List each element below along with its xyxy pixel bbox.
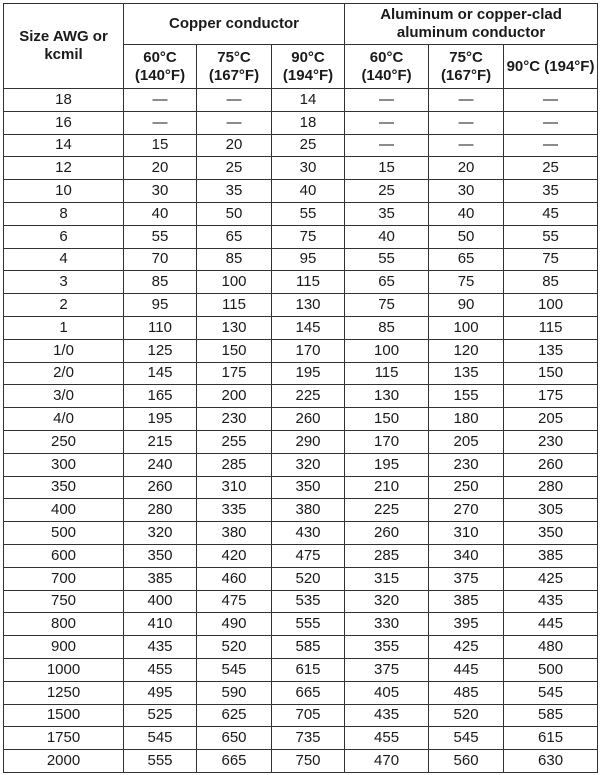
cell-copper-90: 555: [272, 613, 345, 636]
cell-copper-90: 30: [272, 157, 345, 180]
cell-copper-60: 525: [124, 704, 197, 727]
cell-copper-90: 750: [272, 750, 345, 773]
cell-aluminum-75: 340: [429, 544, 504, 567]
cell-copper-60: 455: [124, 658, 197, 681]
cell-aluminum-90: 615: [504, 727, 598, 750]
cell-copper-90: 40: [272, 180, 345, 203]
cell-aluminum-60: 260: [345, 522, 429, 545]
cell-size: 1/0: [4, 339, 124, 362]
cell-copper-60: 20: [124, 157, 197, 180]
cell-aluminum-90: 205: [504, 408, 598, 431]
cell-aluminum-60: 75: [345, 294, 429, 317]
table-row: [4, 271, 598, 294]
table-row: [4, 750, 598, 773]
cell-copper-60: 215: [124, 430, 197, 453]
cell-aluminum-60: 195: [345, 453, 429, 476]
cell-aluminum-75: 520: [429, 704, 504, 727]
cell-copper-90: 475: [272, 544, 345, 567]
cell-aluminum-75: —: [429, 89, 504, 112]
cell-aluminum-90: 500: [504, 658, 598, 681]
cell-size: 12: [4, 157, 124, 180]
cell-aluminum-90: 445: [504, 613, 598, 636]
cell-aluminum-90: 350: [504, 522, 598, 545]
cell-aluminum-75: 20: [429, 157, 504, 180]
temp-header-copper-75: 75°C (167°F): [197, 45, 272, 89]
cell-aluminum-90: 150: [504, 362, 598, 385]
table-row: [4, 202, 598, 225]
cell-size: 3/0: [4, 385, 124, 408]
cell-copper-60: 240: [124, 453, 197, 476]
cell-aluminum-60: 85: [345, 316, 429, 339]
cell-copper-75: 520: [197, 636, 272, 659]
cell-copper-75: 35: [197, 180, 272, 203]
cell-aluminum-90: 425: [504, 567, 598, 590]
cell-aluminum-60: 285: [345, 544, 429, 567]
cell-size: 4/0: [4, 408, 124, 431]
cell-aluminum-75: 135: [429, 362, 504, 385]
cell-aluminum-75: 425: [429, 636, 504, 659]
cell-aluminum-75: 270: [429, 499, 504, 522]
cell-aluminum-75: 395: [429, 613, 504, 636]
cell-aluminum-75: 65: [429, 248, 504, 271]
temp-header-aluminum-90: 90°C (194°F): [504, 45, 598, 89]
cell-copper-75: 490: [197, 613, 272, 636]
cell-aluminum-60: —: [345, 89, 429, 112]
cell-copper-90: 145: [272, 316, 345, 339]
cell-aluminum-90: 35: [504, 180, 598, 203]
cell-copper-75: 545: [197, 658, 272, 681]
cell-aluminum-75: 485: [429, 681, 504, 704]
copper-group-header: Copper conductor: [124, 4, 345, 45]
cell-copper-75: 665: [197, 750, 272, 773]
cell-copper-75: —: [197, 89, 272, 112]
cell-aluminum-90: 25: [504, 157, 598, 180]
cell-copper-90: 14: [272, 89, 345, 112]
cell-copper-60: 195: [124, 408, 197, 431]
cell-copper-90: 665: [272, 681, 345, 704]
cell-aluminum-90: 385: [504, 544, 598, 567]
cell-aluminum-90: 230: [504, 430, 598, 453]
cell-aluminum-75: 310: [429, 522, 504, 545]
cell-copper-60: 145: [124, 362, 197, 385]
cell-copper-60: 15: [124, 134, 197, 157]
cell-aluminum-60: 210: [345, 476, 429, 499]
cell-size: 1000: [4, 658, 124, 681]
cell-size: 300: [4, 453, 124, 476]
cell-aluminum-60: 55: [345, 248, 429, 271]
ampacity-table: [3, 3, 598, 773]
cell-copper-75: 380: [197, 522, 272, 545]
cell-copper-60: 95: [124, 294, 197, 317]
cell-aluminum-90: 85: [504, 271, 598, 294]
cell-aluminum-60: 15: [345, 157, 429, 180]
cell-aluminum-75: —: [429, 134, 504, 157]
table-row: [4, 590, 598, 613]
table-body: [4, 89, 598, 773]
cell-copper-75: 20: [197, 134, 272, 157]
cell-copper-90: 55: [272, 202, 345, 225]
table-row: [4, 613, 598, 636]
cell-size: 250: [4, 430, 124, 453]
cell-copper-75: 590: [197, 681, 272, 704]
cell-aluminum-60: 25: [345, 180, 429, 203]
cell-copper-90: 350: [272, 476, 345, 499]
cell-copper-60: 350: [124, 544, 197, 567]
table-row: [4, 248, 598, 271]
cell-copper-75: 50: [197, 202, 272, 225]
cell-aluminum-60: 455: [345, 727, 429, 750]
cell-aluminum-90: 435: [504, 590, 598, 613]
cell-aluminum-60: 100: [345, 339, 429, 362]
table-row: [4, 658, 598, 681]
table-row: [4, 567, 598, 590]
cell-aluminum-90: —: [504, 111, 598, 134]
cell-aluminum-60: 355: [345, 636, 429, 659]
cell-aluminum-60: 315: [345, 567, 429, 590]
cell-size: 14: [4, 134, 124, 157]
cell-copper-90: 225: [272, 385, 345, 408]
cell-aluminum-90: 175: [504, 385, 598, 408]
cell-aluminum-75: 180: [429, 408, 504, 431]
cell-aluminum-60: 405: [345, 681, 429, 704]
cell-copper-60: 555: [124, 750, 197, 773]
cell-copper-90: 195: [272, 362, 345, 385]
table-row: [4, 430, 598, 453]
cell-aluminum-75: 385: [429, 590, 504, 613]
cell-size: 400: [4, 499, 124, 522]
cell-aluminum-75: 40: [429, 202, 504, 225]
cell-aluminum-75: 375: [429, 567, 504, 590]
temp-header-copper-60: 60°C (140°F): [124, 45, 197, 89]
table-row: [4, 157, 598, 180]
table-row: [4, 408, 598, 431]
cell-aluminum-90: —: [504, 134, 598, 157]
table-row: [4, 180, 598, 203]
cell-copper-75: 650: [197, 727, 272, 750]
cell-copper-60: —: [124, 111, 197, 134]
cell-aluminum-60: 40: [345, 225, 429, 248]
cell-copper-75: 475: [197, 590, 272, 613]
aluminum-group-header: Aluminum or copper-clad aluminum conductor: [345, 4, 598, 45]
cell-size: 4: [4, 248, 124, 271]
table-row: [4, 681, 598, 704]
table-row: [4, 225, 598, 248]
cell-aluminum-75: 120: [429, 339, 504, 362]
cell-copper-60: 545: [124, 727, 197, 750]
cell-copper-60: 495: [124, 681, 197, 704]
size-column-header: Size AWG or kcmil: [4, 4, 124, 89]
cell-copper-90: 535: [272, 590, 345, 613]
cell-aluminum-90: 545: [504, 681, 598, 704]
cell-copper-75: 285: [197, 453, 272, 476]
cell-copper-60: 70: [124, 248, 197, 271]
table-row: [4, 339, 598, 362]
cell-copper-90: 130: [272, 294, 345, 317]
cell-size: 2000: [4, 750, 124, 773]
cell-aluminum-75: 30: [429, 180, 504, 203]
cell-copper-60: 410: [124, 613, 197, 636]
cell-copper-60: 40: [124, 202, 197, 225]
cell-aluminum-90: 55: [504, 225, 598, 248]
cell-aluminum-75: 205: [429, 430, 504, 453]
table-row: [4, 727, 598, 750]
cell-aluminum-60: 470: [345, 750, 429, 773]
table-row: [4, 544, 598, 567]
table-row: [4, 89, 598, 112]
cell-aluminum-60: 330: [345, 613, 429, 636]
cell-aluminum-60: 320: [345, 590, 429, 613]
cell-copper-75: 115: [197, 294, 272, 317]
table-row: [4, 522, 598, 545]
cell-aluminum-90: —: [504, 89, 598, 112]
cell-aluminum-90: 480: [504, 636, 598, 659]
cell-copper-75: 460: [197, 567, 272, 590]
cell-aluminum-75: 560: [429, 750, 504, 773]
cell-copper-60: 30: [124, 180, 197, 203]
table-row: [4, 385, 598, 408]
cell-aluminum-90: 100: [504, 294, 598, 317]
cell-size: 750: [4, 590, 124, 613]
cell-size: 700: [4, 567, 124, 590]
cell-copper-60: 385: [124, 567, 197, 590]
cell-size: 10: [4, 180, 124, 203]
cell-copper-60: 55: [124, 225, 197, 248]
cell-size: 1750: [4, 727, 124, 750]
cell-copper-90: 95: [272, 248, 345, 271]
cell-copper-75: 335: [197, 499, 272, 522]
cell-aluminum-60: 130: [345, 385, 429, 408]
cell-aluminum-60: 65: [345, 271, 429, 294]
cell-size: 600: [4, 544, 124, 567]
cell-aluminum-60: —: [345, 134, 429, 157]
cell-size: 500: [4, 522, 124, 545]
temp-header-copper-90: 90°C (194°F): [272, 45, 345, 89]
cell-aluminum-60: 35: [345, 202, 429, 225]
cell-copper-75: 230: [197, 408, 272, 431]
table-row: [4, 316, 598, 339]
cell-aluminum-60: 115: [345, 362, 429, 385]
cell-copper-90: 75: [272, 225, 345, 248]
ampacity-table-container: [3, 3, 598, 773]
cell-copper-75: 150: [197, 339, 272, 362]
cell-copper-90: 430: [272, 522, 345, 545]
table-row: [4, 294, 598, 317]
cell-copper-60: 125: [124, 339, 197, 362]
cell-copper-75: 625: [197, 704, 272, 727]
cell-aluminum-90: 280: [504, 476, 598, 499]
cell-copper-60: 400: [124, 590, 197, 613]
cell-aluminum-90: 585: [504, 704, 598, 727]
cell-copper-60: 280: [124, 499, 197, 522]
cell-copper-75: 310: [197, 476, 272, 499]
cell-size: 16: [4, 111, 124, 134]
cell-copper-90: 320: [272, 453, 345, 476]
table-row: [4, 134, 598, 157]
table-row: [4, 362, 598, 385]
cell-size: 18: [4, 89, 124, 112]
cell-copper-60: 320: [124, 522, 197, 545]
table-row: [4, 476, 598, 499]
cell-copper-90: 705: [272, 704, 345, 727]
cell-copper-90: 380: [272, 499, 345, 522]
table-row: [4, 636, 598, 659]
cell-size: 1250: [4, 681, 124, 704]
table-row: [4, 499, 598, 522]
cell-copper-60: —: [124, 89, 197, 112]
cell-copper-75: 100: [197, 271, 272, 294]
cell-aluminum-60: 375: [345, 658, 429, 681]
cell-copper-90: 290: [272, 430, 345, 453]
cell-aluminum-60: —: [345, 111, 429, 134]
cell-aluminum-90: 630: [504, 750, 598, 773]
cell-size: 8: [4, 202, 124, 225]
cell-copper-90: 170: [272, 339, 345, 362]
cell-aluminum-90: 45: [504, 202, 598, 225]
cell-copper-90: 18: [272, 111, 345, 134]
cell-size: 800: [4, 613, 124, 636]
cell-aluminum-75: 445: [429, 658, 504, 681]
cell-size: 350: [4, 476, 124, 499]
cell-copper-90: 735: [272, 727, 345, 750]
cell-aluminum-75: 545: [429, 727, 504, 750]
cell-aluminum-90: 260: [504, 453, 598, 476]
cell-copper-75: 25: [197, 157, 272, 180]
cell-copper-75: 200: [197, 385, 272, 408]
cell-copper-75: 130: [197, 316, 272, 339]
cell-copper-90: 260: [272, 408, 345, 431]
cell-copper-75: 255: [197, 430, 272, 453]
cell-aluminum-60: 225: [345, 499, 429, 522]
cell-aluminum-75: 155: [429, 385, 504, 408]
cell-copper-60: 260: [124, 476, 197, 499]
cell-aluminum-75: 100: [429, 316, 504, 339]
cell-aluminum-90: 115: [504, 316, 598, 339]
cell-aluminum-90: 135: [504, 339, 598, 362]
cell-copper-90: 615: [272, 658, 345, 681]
cell-copper-60: 85: [124, 271, 197, 294]
cell-copper-60: 165: [124, 385, 197, 408]
temp-header-aluminum-75: 75°C (167°F): [429, 45, 504, 89]
cell-copper-75: 65: [197, 225, 272, 248]
cell-aluminum-60: 150: [345, 408, 429, 431]
cell-size: 1500: [4, 704, 124, 727]
cell-copper-90: 585: [272, 636, 345, 659]
table-row: [4, 453, 598, 476]
cell-copper-75: 175: [197, 362, 272, 385]
cell-aluminum-90: 305: [504, 499, 598, 522]
cell-copper-75: 85: [197, 248, 272, 271]
cell-aluminum-75: 90: [429, 294, 504, 317]
cell-size: 2: [4, 294, 124, 317]
table-header: [4, 4, 598, 89]
cell-copper-90: 520: [272, 567, 345, 590]
cell-size: 6: [4, 225, 124, 248]
cell-size: 900: [4, 636, 124, 659]
cell-copper-75: 420: [197, 544, 272, 567]
cell-aluminum-75: 75: [429, 271, 504, 294]
cell-copper-90: 25: [272, 134, 345, 157]
cell-aluminum-60: 170: [345, 430, 429, 453]
cell-copper-90: 115: [272, 271, 345, 294]
cell-copper-75: —: [197, 111, 272, 134]
cell-size: 3: [4, 271, 124, 294]
cell-aluminum-75: 50: [429, 225, 504, 248]
cell-copper-60: 435: [124, 636, 197, 659]
cell-size: 2/0: [4, 362, 124, 385]
cell-aluminum-60: 435: [345, 704, 429, 727]
cell-size: 1: [4, 316, 124, 339]
cell-copper-60: 110: [124, 316, 197, 339]
cell-aluminum-75: 250: [429, 476, 504, 499]
table-row: [4, 111, 598, 134]
cell-aluminum-90: 75: [504, 248, 598, 271]
cell-aluminum-75: —: [429, 111, 504, 134]
cell-aluminum-75: 230: [429, 453, 504, 476]
table-row: [4, 704, 598, 727]
temp-header-aluminum-60: 60°C (140°F): [345, 45, 429, 89]
